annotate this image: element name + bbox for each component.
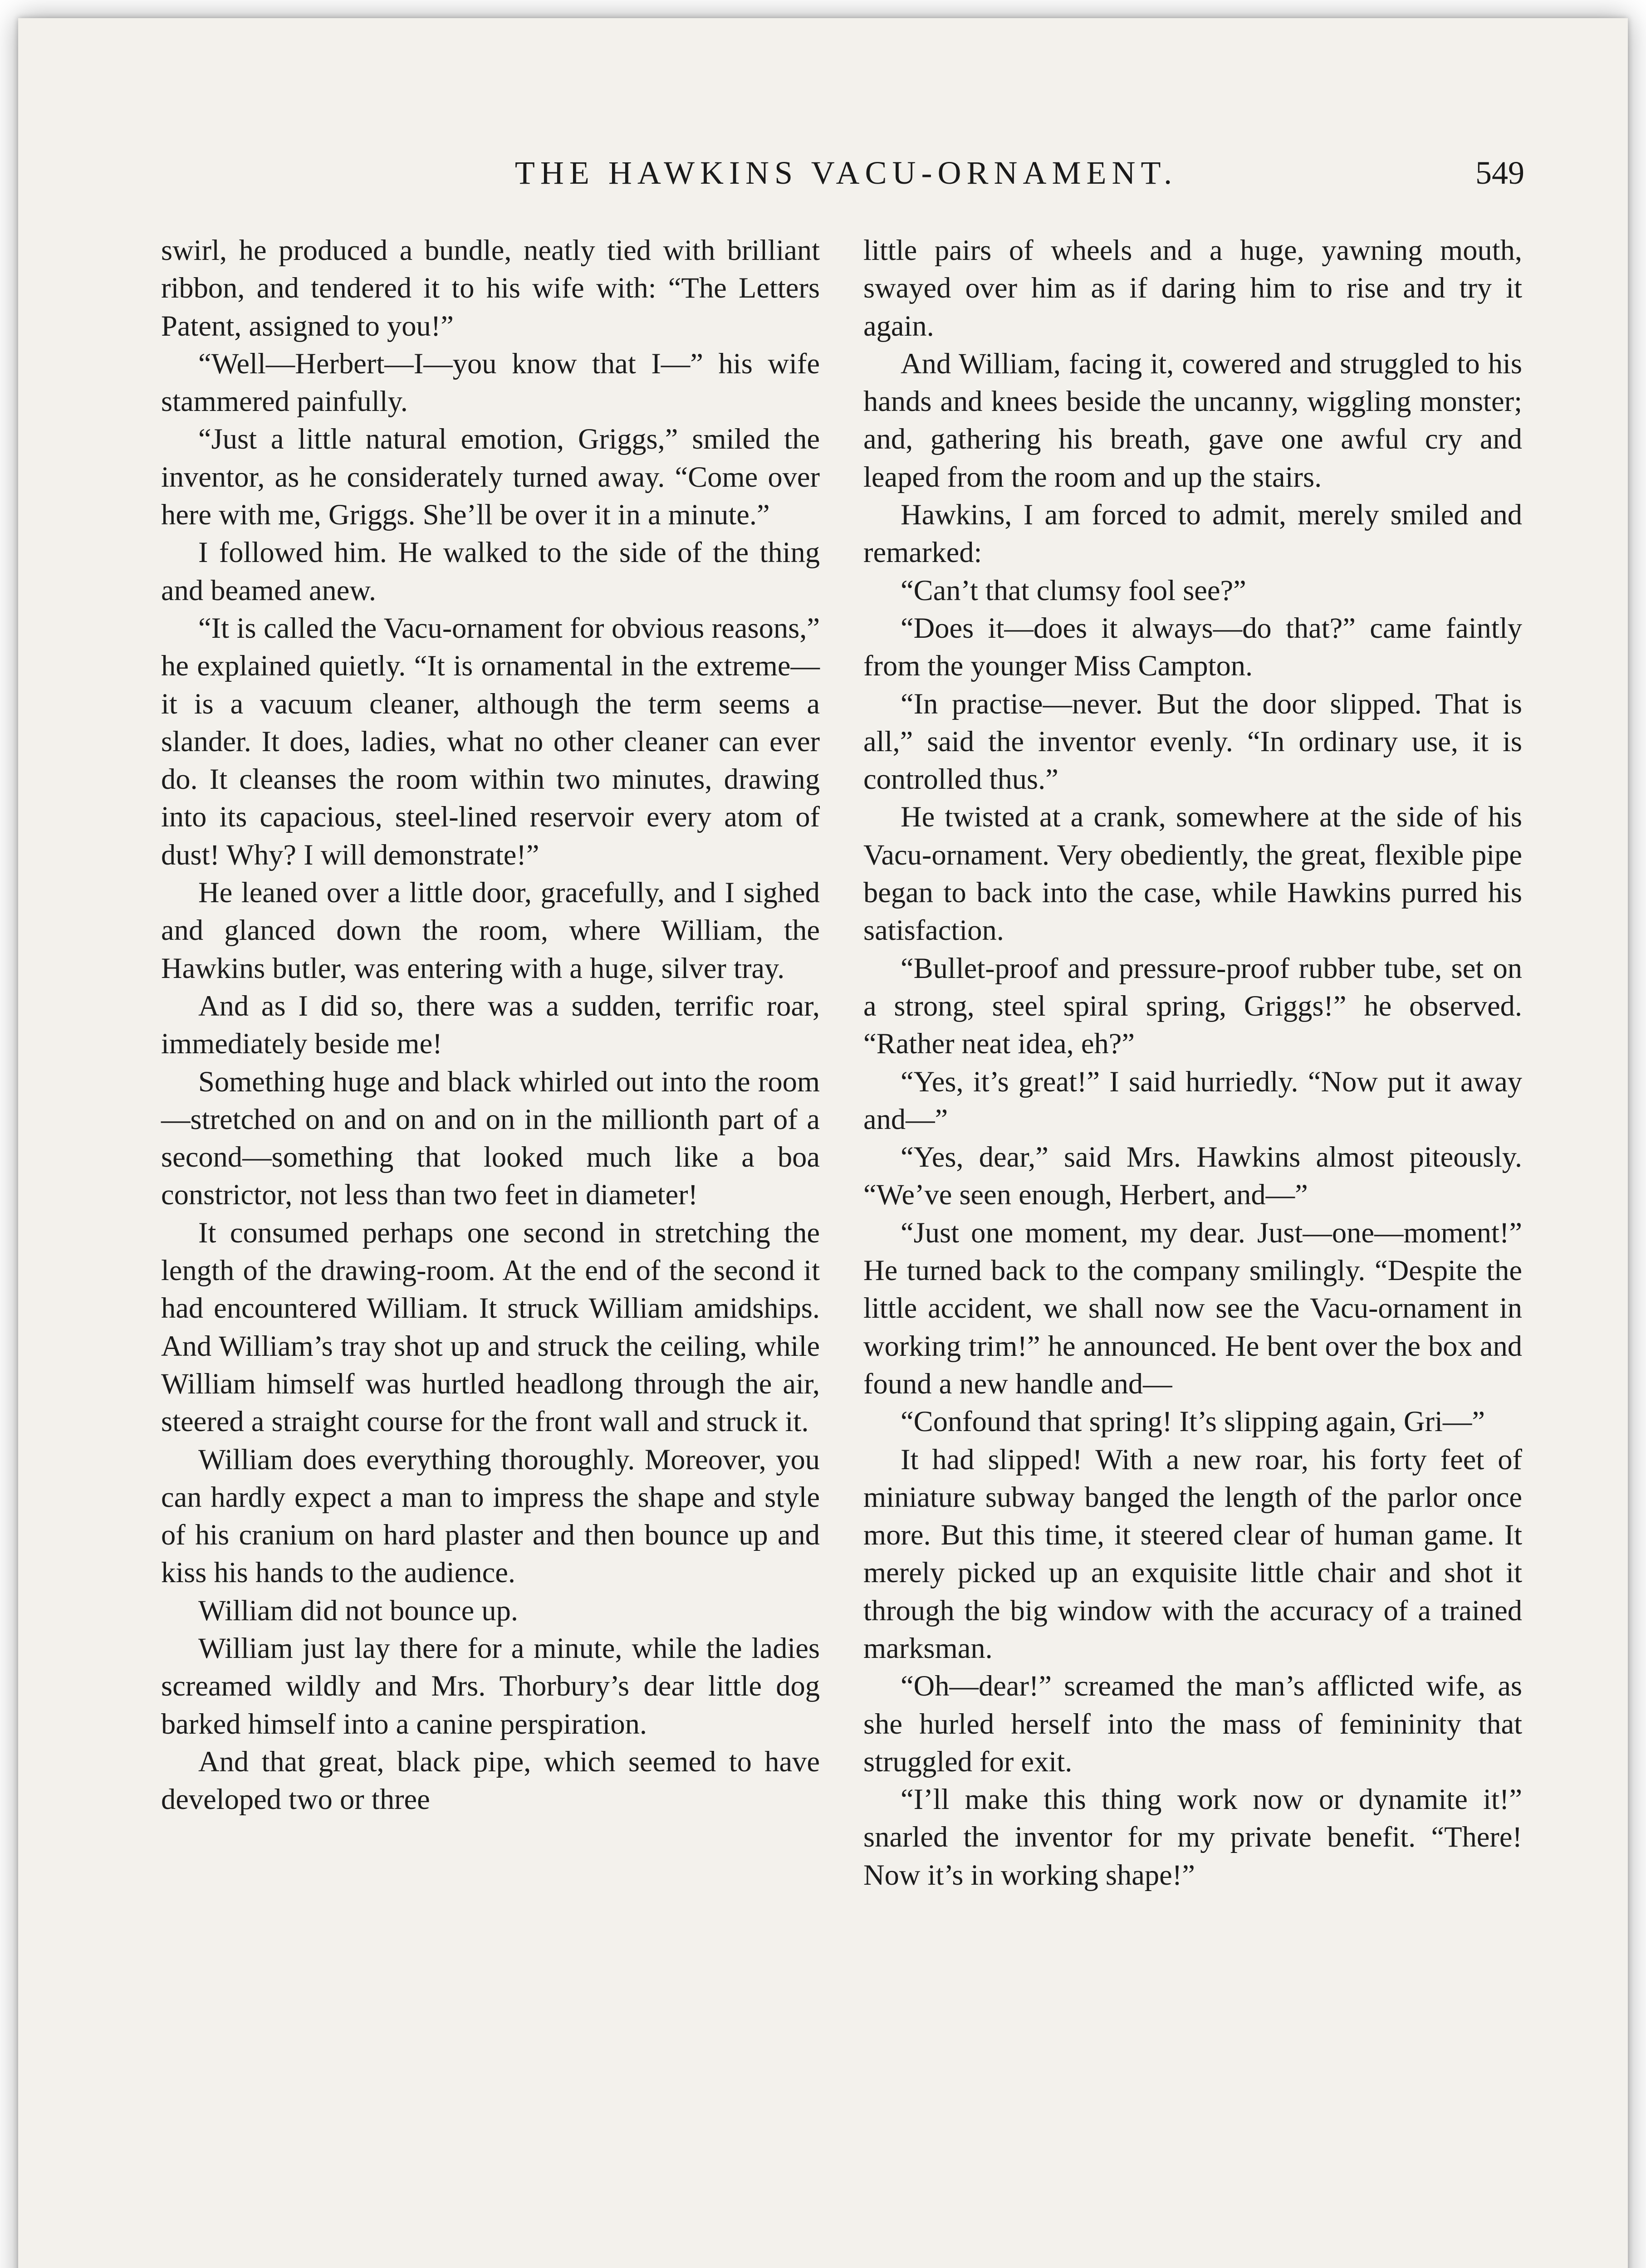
paragraph: “I’ll make this thing work now or dynamite it!” snarled the inventor for my private benefit. “There! Now it’s in working shape!”: [863, 1783, 1522, 1891]
paragraph: “In practise—never. But the door slipped. That is all,” said the inventor evenly. “In ordinary use, it is controlled thus.”: [863, 687, 1522, 796]
paragraph: He leaned over a little door, gracefully, and I sighed and glanced down the room, where William, the Hawkins butler, was entering with a huge, silver tray.: [161, 876, 820, 984]
paragraph: “Can’t that clumsy fool see?”: [901, 574, 1246, 606]
paragraph: William just lay there for a minute, while the ladies screamed wildly and Mrs. Thorbury’s dear little dog barked himself into a canine perspiration.: [161, 1632, 820, 1740]
paragraph: Hawkins, I am forced to admit, merely smiled and remarked:: [863, 499, 1522, 569]
text-columns: [161, 231, 1522, 2268]
paragraph: It consumed perhaps one second in stretching the length of the drawing-room. At the end of the second it had encountered William. It struck William amidships. And William’s tray shot up and struck the ceiling, while William himself was hurtled headlong through the air, steered a straight course for the front wall and struck it.: [161, 1216, 820, 1438]
paragraph: “Yes, dear,” said Mrs. Hawkins almost piteously. “We’ve seen enough, Herbert, and—”: [863, 1141, 1522, 1211]
paragraph: And as I did so, there was a sudden, terrific roar, immediately beside me!: [161, 989, 820, 1060]
right-column: [863, 231, 1522, 2268]
paragraph: “Yes, it’s great!” I said hurriedly. “Now put it away and—”: [863, 1065, 1522, 1135]
paragraph: “It is called the Vacu-ornament for obvious reasons,” he explained quietly. “It is ornamental in the extreme—it is a vacuum cleaner, although the term seems a slander. It does, ladies, what no other cleaner can ever do. It cleanses the room within two minutes, drawing into its capacious, steel-lined reservoir every atom of dust! Why? I will demonstrate!”: [161, 611, 820, 871]
magazine-page: [18, 18, 1628, 2268]
paragraph: “Does it—does it always—do that?” came faintly from the younger Miss Campton.: [863, 611, 1522, 682]
paragraph: And William, facing it, cowered and struggled to his hands and knees beside the uncanny, wiggling monster; and, gathering his breath, gave one awful cry and leaped from the room and up the stairs.: [863, 347, 1522, 493]
page-number: 549: [1475, 155, 1524, 191]
paragraph: William does everything thoroughly. Moreover, you can hardly expect a man to impress the shape and style of his cranium on hard plaster and then bounce up and kiss his hands to the audience.: [161, 1443, 820, 1589]
paragraph: “Just a little natural emotion, Griggs,” smiled the inventor, as he considerately turned away. “Come over here with me, Griggs. She’ll be over it in a minute.”: [161, 423, 820, 531]
paragraph: little pairs of wheels and a huge, yawning mouth, swayed over him as if daring him to rise and try it again.: [863, 234, 1522, 342]
paragraph: William did not bounce up.: [198, 1594, 518, 1627]
paragraph: He twisted at a crank, somewhere at the side of his Vacu-ornament. Very obediently, the great, flexible pipe began to back into the case, while Hawkins purred his satisfaction.: [863, 801, 1522, 947]
running-header: [168, 154, 1524, 200]
paragraph: “Oh—dear!” screamed the man’s afflicted wife, as she hurled herself into the mass of femininity that struggled for exit.: [863, 1670, 1522, 1778]
paragraph: It had slipped! With a new roar, his forty feet of miniature subway banged the length of the parlor once more. But this time, it steered clear of human game. It merely picked up an exquisite little chair and shot it through the big window with the accuracy of a trained marksman.: [863, 1443, 1522, 1664]
paragraph: “Well—Herbert—I—you know that I—” his wife stammered painfully.: [161, 347, 820, 418]
left-column: [161, 231, 820, 2268]
paragraph: “Bullet-proof and pressure-proof rubber tube, set on a strong, steel spiral spring, Griggs!” he observed. “Rather neat idea, eh?”: [863, 952, 1522, 1060]
paragraph: I followed him. He walked to the side of the thing and beamed anew.: [161, 536, 820, 606]
paragraph: And that great, black pipe, which seemed to have developed two or three: [161, 1745, 820, 1816]
running-title: THE HAWKINS VACU-ORNAMENT.: [514, 155, 1178, 191]
paragraph: “Confound that spring! It’s slipping again, Gri—”: [901, 1405, 1485, 1438]
paragraph: swirl, he produced a bundle, neatly tied with brilliant ribbon, and tendered it to his wife with: “The Letters Patent, assigned to you!”: [161, 234, 820, 342]
paragraph: Something huge and black whirled out into the room—stretched on and on and on in the millionth part of a second—something that looked much like a boa constrictor, not less than two feet in diameter!: [161, 1065, 820, 1211]
paragraph: “Just one moment, my dear. Just—one—moment!” He turned back to the company smilingly. “Despite the little accident, we shall now see the Vacu-ornament in working trim!” he announced. He bent over the box and found a new handle and—: [863, 1216, 1522, 1400]
